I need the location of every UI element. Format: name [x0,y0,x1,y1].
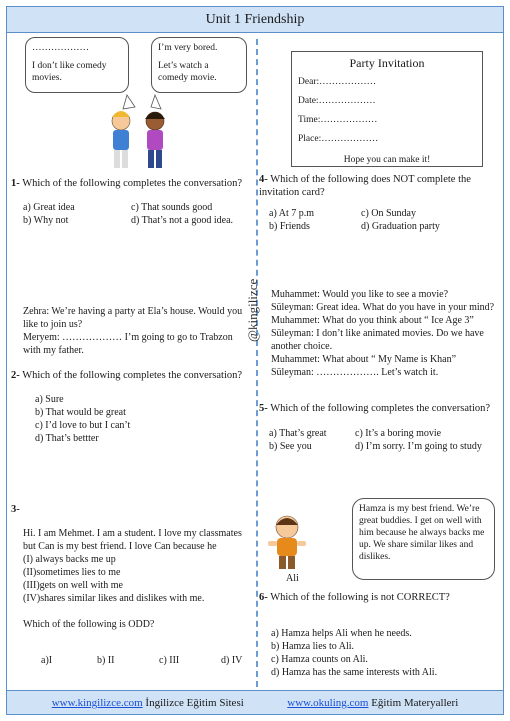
speech-bubble-left: ……………… I don’t like comedy movies. [25,37,129,93]
footer-label-1: İngilizce Eğitim Sitesi [145,697,244,709]
watermark: @kingilizce [245,278,260,342]
q5-question: 5- Which of the following completes the conversation? [259,403,491,414]
q6-options [271,627,497,679]
q1-question: 1- Which of the following completes the conversation? [11,178,243,189]
q6-option-c[interactable]: c) Hamza counts on Ali. [271,654,368,665]
speech-bubble-hamza: Hamza is my best friend. We’re great buddies. I get on well with him because he always backs me up. We share similar likes and dislikes. [352,498,495,580]
q2-option-a[interactable]: a) Sure [35,394,64,405]
page-header [7,7,503,33]
q4-option-b[interactable]: b) Friends [269,221,310,232]
ali-illustration [265,513,309,571]
q2-options [35,393,245,445]
q5-option-a[interactable]: a) That’s great [269,428,327,439]
ali-name: Ali [286,573,299,584]
party-invitation-card: Party Invitation Dear:……………… Date:……………… Time:……………… Place:……………… Hope you can make it! [291,51,483,167]
q5-option-c[interactable]: c) It’s a boring movie [355,428,442,439]
q6-option-d[interactable]: d) Hamza has the same interests with Ali. [271,667,438,678]
q3-option-b[interactable]: b) II [97,655,115,666]
q1-option-c[interactable]: c) That sounds good [131,202,213,213]
q4-options [269,207,499,237]
q2-dialogue: Zehra: We’re having a party at Ela’s house. Would you like to join us? Meryem: ……………… I’m going to go to Trabzon with my father. [23,306,243,356]
q6-question: 6- Which of the following is not CORRECT? [259,592,450,603]
q2-option-b[interactable]: b) That would be great [35,407,126,418]
q2-option-c[interactable]: c) I’d love to but I can’t [35,420,131,431]
q5-option-b[interactable]: b) See you [269,441,312,452]
q1-option-b[interactable]: b) Why not [23,215,69,226]
invitation-title: Party Invitation [349,56,425,70]
q5-options [269,427,501,457]
q3-options [41,654,253,668]
page-title: Unit 1 Friendship [205,12,305,27]
q3-option-d[interactable]: d) IV [221,655,243,666]
q1-option-a[interactable]: a) Great idea [23,202,75,213]
page-footer [7,690,503,714]
q5-option-d[interactable]: d) I’m sorry. I’m going to study [355,441,482,452]
q4-question: 4- Which of the following does NOT complete the invitation card? [259,174,471,198]
q5-dialogue: Muhammet: Would you like to see a movie? Süleyman: Great idea. What do you have in your mind? Muhammet: What do you think about “ Ice Age 3” Süleyman: I don’t like animated movies. Do we have another choice. Muhammet: What about “ My Name is Khan” Süleyman: ………………. Let’s watch it. [271,289,495,378]
footer-link-kingilizce[interactable]: www.kingilizce.com [51,697,143,709]
q2-question: 2- Which of the following completes the conversation? [11,370,243,381]
kids-illustration [99,93,179,175]
q3-option-a[interactable]: a)I [41,655,53,666]
q1-option-d[interactable]: d) That’s not a good idea. [131,215,234,226]
q6-option-a[interactable]: a) Hamza helps Ali when he needs. [271,628,412,639]
q3-number: 3- [11,504,20,515]
column-divider [256,39,258,687]
q3-option-c[interactable]: c) III [159,655,180,666]
q4-option-d[interactable]: d) Graduation party [361,221,440,232]
q2-option-d[interactable]: d) That’s bettter [35,433,99,444]
worksheet-page [6,6,504,715]
footer-label-2: Eğitim Materyalleri [371,697,459,709]
q4-option-a[interactable]: a) At 7 p.m [269,208,314,219]
q1-options [23,201,253,231]
q3-text: Hi. I am Mehmet. I am a student. I love my classmates but Can is my best friend. I love Can because he (I) always backs me up (II)sometimes lies to me (III)gets on well with me (IV)shares similar likes and dislikes with me. Which of the following is ODD? [23,528,242,630]
speech-bubble-right: I’m very bored. Let’s watch a comedy movie. [151,37,247,93]
q4-option-c[interactable]: c) On Sunday [361,208,416,219]
footer-link-okuling[interactable]: www.okuling.com [287,697,369,709]
q6-option-b[interactable]: b) Hamza lies to Ali. [271,641,355,652]
